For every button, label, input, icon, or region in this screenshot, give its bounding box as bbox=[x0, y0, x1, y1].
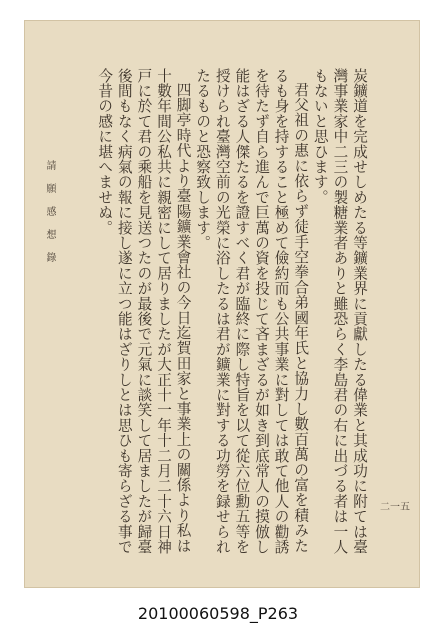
text-column: を待たず自ら進んで巨萬の資を投じて吝まざるが如き到底常人の摸倣し bbox=[253, 68, 270, 555]
image-caption: 20100060598_P263 bbox=[137, 604, 299, 623]
text-column: もないと思ひます。 bbox=[311, 68, 329, 205]
text-column: 四脚亭時代より臺陽鑛業會社の今日迄賀田家と事業上の關係より私は bbox=[174, 82, 192, 554]
text-column: 後間もなく病氣の報に接し遂に立つ能はざりしとは思ひも寄らざる事で bbox=[115, 68, 133, 555]
page-number: 二一五 bbox=[380, 502, 410, 513]
running-header: 請 願 感 想 錄 bbox=[44, 160, 55, 263]
text-column: 今昔の感に堪へませぬ。 bbox=[96, 68, 114, 236]
text-column: 能はざる人傑たるを證すべく君が臨終に際し特旨を以て從六位勳五等を bbox=[233, 68, 251, 555]
text-column: 授けられ臺灣空前の光榮に浴したるは君が鑛業に對する功勞を録せられ bbox=[213, 68, 231, 555]
text-column: 炭鑛道を完成せしめたる等鑛業界に貢獻したる偉業と其成功に附ては臺 bbox=[351, 68, 368, 555]
text-column: 十數年間公私共に親密にして居りましたが大正十一年十二月二十六日神 bbox=[155, 68, 172, 555]
text-column: 灣事業家中二三の製糖業者ありと雖恐らく李島君の右に出づる者は一人 bbox=[331, 68, 349, 555]
text-column: たるものと恐察致します。 bbox=[194, 68, 212, 251]
text-column: 戸に於て君の乘船を見送つたのが最後で元氣に談笑して居ましたが歸臺 bbox=[135, 68, 153, 555]
text-column: るも身を持すること極めて儉約而も公共事業に對しては敢て他人の勸誘 bbox=[272, 68, 290, 555]
text-column: 君父祖の惠に依らず徒手空拳合弟國年氏と協力し數百萬の富を積みた bbox=[292, 82, 310, 554]
